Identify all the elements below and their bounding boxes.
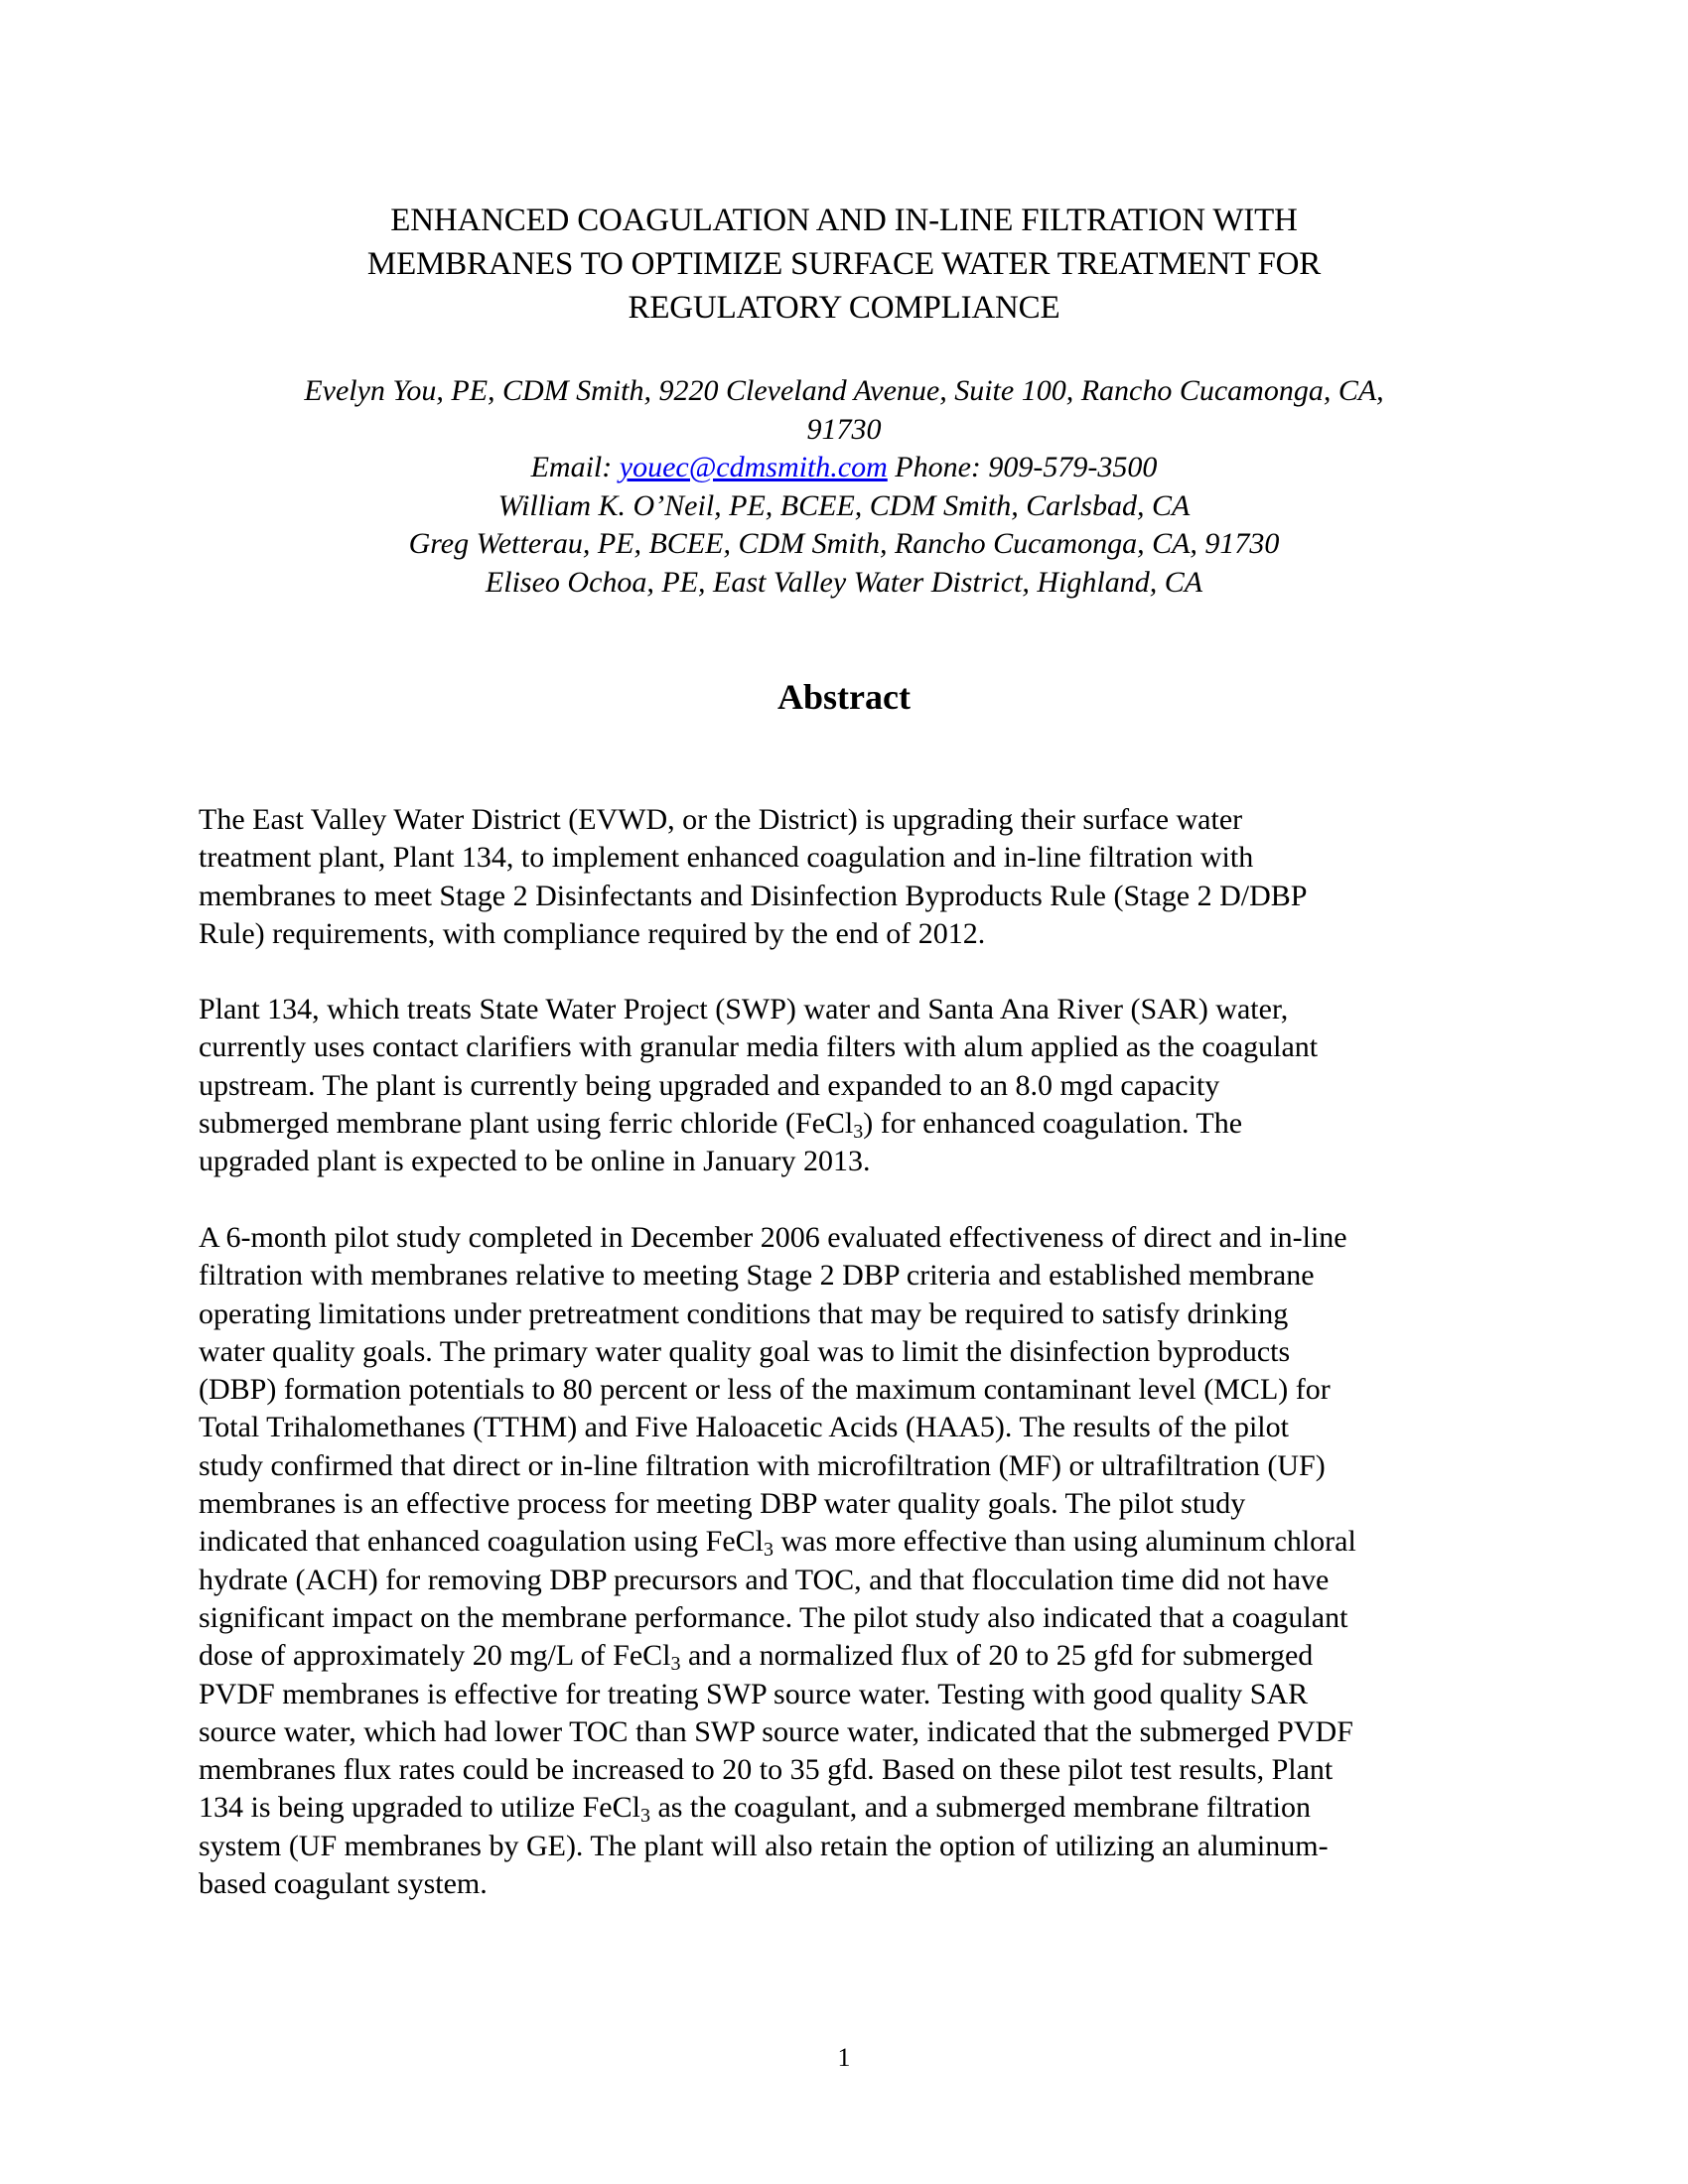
author-line: Evelyn You, PE, CDM Smith, 9220 Cleveland Avenue, Suite 100, Rancho Cucamonga, CA, <box>304 374 1384 407</box>
text-line: (DBP) formation potentials to 80 percent or less of the maximum contaminant level (MCL) for <box>199 1373 1331 1407</box>
abstract-paragraph-3 <box>199 1219 1509 1903</box>
email-link[interactable]: youec@cdmsmith.com <box>619 451 888 483</box>
text-line: The East Valley Water District (EVWD, or the District) is upgrading their surface water <box>199 803 1243 836</box>
text-line: upstream. The plant is currently being upgraded and expanded to an 8.0 mgd capacity <box>199 1068 1220 1102</box>
text-line: Plant 134, which treats State Water Project (SWP) water and Santa Ana River (SAR) water, <box>199 993 1289 1025</box>
text-line: hydrate (ACH) for removing DBP precursors and TOC, and that flocculation time did not have <box>199 1563 1330 1596</box>
text-line: membranes is an effective process for meeting DBP water quality goals. The pilot study <box>199 1487 1246 1521</box>
paper-title <box>199 199 1489 330</box>
text-line: filtration with membranes relative to meeting Stage 2 DBP criteria and established membrane <box>199 1259 1315 1293</box>
text-line <box>199 1789 1509 1827</box>
text-line: water quality goals. The primary water quality goal was to limit the disinfection byproducts <box>199 1334 1291 1368</box>
text-segment: as the coagulant, and a submerged membrane filtration <box>649 1791 1311 1825</box>
text-segment: was more effective than using aluminum chloral <box>774 1525 1356 1559</box>
text-line: membranes to meet Stage 2 Disinfectants and Disinfection Byproducts Rule (Stage 2 D/DBP <box>199 879 1308 912</box>
text-line <box>199 1105 1509 1143</box>
subscript: 3 <box>670 1653 681 1676</box>
author-line: Greg Wetterau, PE, BCEE, CDM Smith, Rancho Cucamonga, CA, 91730 <box>408 527 1280 560</box>
author-line: 91730 <box>806 412 882 446</box>
subscript: 3 <box>764 1539 774 1562</box>
author-block <box>199 372 1489 602</box>
title-line: ENHANCED COAGULATION AND IN-LINE FILTRATION WITH <box>390 203 1298 238</box>
abstract-paragraph-2 <box>199 991 1509 1180</box>
text-line: significant impact on the membrane performance. The pilot study also indicated that a coagulant <box>199 1600 1348 1634</box>
text-segment: submerged membrane plant using ferric chloride (FeCl <box>199 1106 854 1140</box>
text-segment: ) for enhanced coagulation. The <box>863 1106 1243 1140</box>
subscript: 3 <box>639 1805 650 1828</box>
text-line: Rule) requirements, with compliance required by the end of 2012. <box>199 916 986 950</box>
title-line: MEMBRANES TO OPTIMIZE SURFACE WATER TREATMENT FOR <box>366 246 1322 282</box>
author-line: Eliseo Ochoa, PE, East Valley Water District, Highland, CA <box>485 565 1203 599</box>
text-line: operating limitations under pretreatment conditions that may be required to satisfy drinking <box>199 1297 1289 1330</box>
text-line: currently uses contact clarifiers with granular media filters with alum applied as the coagulant <box>199 1030 1319 1064</box>
text-segment: and a normalized flux of 20 to 25 gfd for submerged <box>680 1639 1314 1673</box>
abstract-paragraph-1 <box>199 801 1509 953</box>
text-line: system (UF membranes by GE). The plant will also retain the option of utilizing an aluminum- <box>199 1829 1329 1862</box>
text-segment: dose of approximately 20 mg/L of FeCl <box>199 1639 671 1673</box>
email-label: Email: <box>530 451 620 483</box>
text-line: Total Trihalomethanes (TTHM) and Five Haloacetic Acids (HAA5). The results of the pilot <box>199 1411 1289 1444</box>
contact-line <box>199 449 1489 487</box>
text-line: A 6-month pilot study completed in December 2006 evaluated effectiveness of direct and in-line <box>199 1221 1347 1254</box>
text-line: treatment plant, Plant 134, to implement enhanced coagulation and in-line filtration with <box>199 841 1254 875</box>
text-line: PVDF membranes is effective for treating SWP source water. Testing with good quality SAR <box>199 1677 1309 1710</box>
subscript: 3 <box>853 1120 864 1143</box>
text-line: source water, which had lower TOC than SWP source water, indicated that the submerged PVDF <box>199 1714 1353 1748</box>
phone-text: Phone: 909-579-3500 <box>887 451 1158 483</box>
abstract-heading: Abstract <box>777 677 911 717</box>
text-line: based coagulant system. <box>199 1867 488 1901</box>
text-line <box>199 1637 1509 1675</box>
text-line: membranes flux rates could be increased to 20 to 35 gfd. Based on these pilot test results, Plant <box>199 1753 1334 1787</box>
text-line <box>199 1523 1509 1561</box>
text-segment: indicated that enhanced coagulation using FeCl <box>199 1525 765 1559</box>
text-segment: 134 is being upgraded to utilize FeCl <box>199 1791 640 1825</box>
page-number: 1 <box>837 2043 851 2072</box>
text-line: study confirmed that direct or in-line filtration with microfiltration (MF) or ultrafiltration (UF) <box>199 1448 1326 1482</box>
title-line: REGULATORY COMPLIANCE <box>628 290 1060 326</box>
text-line: upgraded plant is expected to be online in January 2013. <box>199 1145 871 1178</box>
author-line: William K. O’Neil, PE, BCEE, CDM Smith, Carlsbad, CA <box>497 488 1191 522</box>
